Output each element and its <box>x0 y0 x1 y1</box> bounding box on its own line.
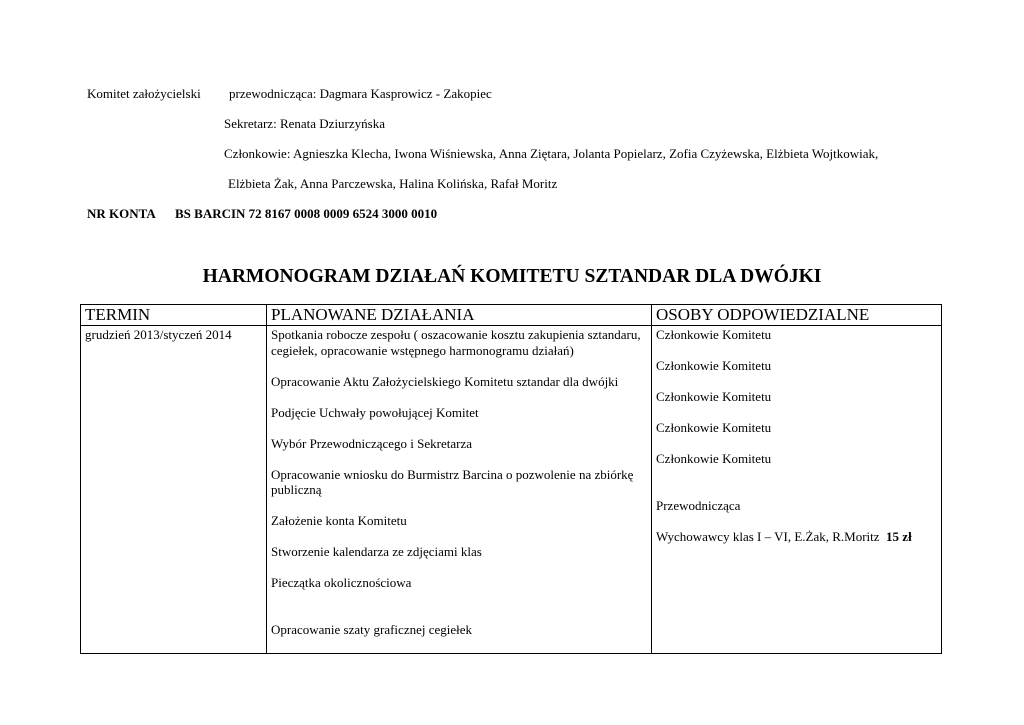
schedule-table <box>80 304 942 654</box>
action-item: Spotkania robocze zespołu ( oszacowanie kosztu zakupienia sztandaru, cegiełek, opracowanie wstępnego harmonogramu działań) <box>271 327 641 358</box>
header-responsible-persons: OSOBY ODPOWIEDZIALNE <box>652 305 942 326</box>
members-line-continued: Elżbieta Żak, Anna Parczewska, Halina Kolińska, Rafał Moritz <box>228 176 558 191</box>
table-header-row <box>81 305 942 326</box>
secretary-line: Sekretarz: Renata Dziurzyńska <box>224 116 385 131</box>
header-planned-actions: PLANOWANE DZIAŁANIA <box>267 305 652 326</box>
account-number: BS BARCIN 72 8167 0008 0009 6524 3000 0010 <box>175 206 438 221</box>
action-item: Wybór Przewodniczącego i Sekretarza <box>271 435 472 451</box>
action-item: Opracowanie szaty graficznej cegiełek <box>271 621 473 637</box>
action-item: Opracowanie Aktu Założycielskiego Komitetu sztandar dla dwójki <box>271 373 619 389</box>
person-item: Członkowie Komitetu <box>656 420 772 435</box>
person-item: Członkowie Komitetu <box>656 389 772 404</box>
action-item: Opracowanie wniosku do Burmistrz Barcina o pozwolenie na zbiórkę publiczną <box>271 466 634 497</box>
person-item: Członkowie Komitetu <box>656 358 772 373</box>
action-item: Pieczątka okolicznościowa <box>271 575 412 590</box>
action-item: Podjęcie Uchwały powołującej Komitet <box>271 404 479 420</box>
term-cell <box>81 326 267 654</box>
person-item: Wychowawcy klas I – VI, E.Żak, R.Moritz <box>656 528 880 544</box>
persons-cell <box>652 326 942 654</box>
person-item-with-amount <box>656 529 937 545</box>
term-value: grudzień 2013/styczeń 2014 <box>85 327 232 342</box>
table-row <box>81 326 942 654</box>
person-item: Przewodnicząca <box>656 497 741 513</box>
action-item: Stworzenie kalendarza ze zdjęciami klas <box>271 544 482 559</box>
person-item: Członkowie Komitetu <box>656 327 772 342</box>
account-label: NR KONTA <box>87 206 156 221</box>
chair-line: przewodnicząca: Dagmara Kasprowicz - Zakopiec <box>229 86 492 101</box>
action-item: Założenie konta Komitetu <box>271 513 407 528</box>
amount: 15 zł <box>886 528 912 544</box>
document-title: HARMONOGRAM DZIAŁAŃ KOMITETU SZTANDAR DLA DWÓJKI <box>202 266 822 287</box>
header-term: TERMIN <box>81 305 267 326</box>
actions-cell <box>267 326 652 654</box>
members-line: Członkowie: Agnieszka Klecha, Iwona Wiśniewska, Anna Ziętara, Jolanta Popielarz, Zofia Czyżewska, Elżbieta Wojtkowiak, <box>224 146 879 161</box>
person-item: Członkowie Komitetu <box>656 451 772 466</box>
committee-label: Komitet założycielski <box>87 86 201 101</box>
